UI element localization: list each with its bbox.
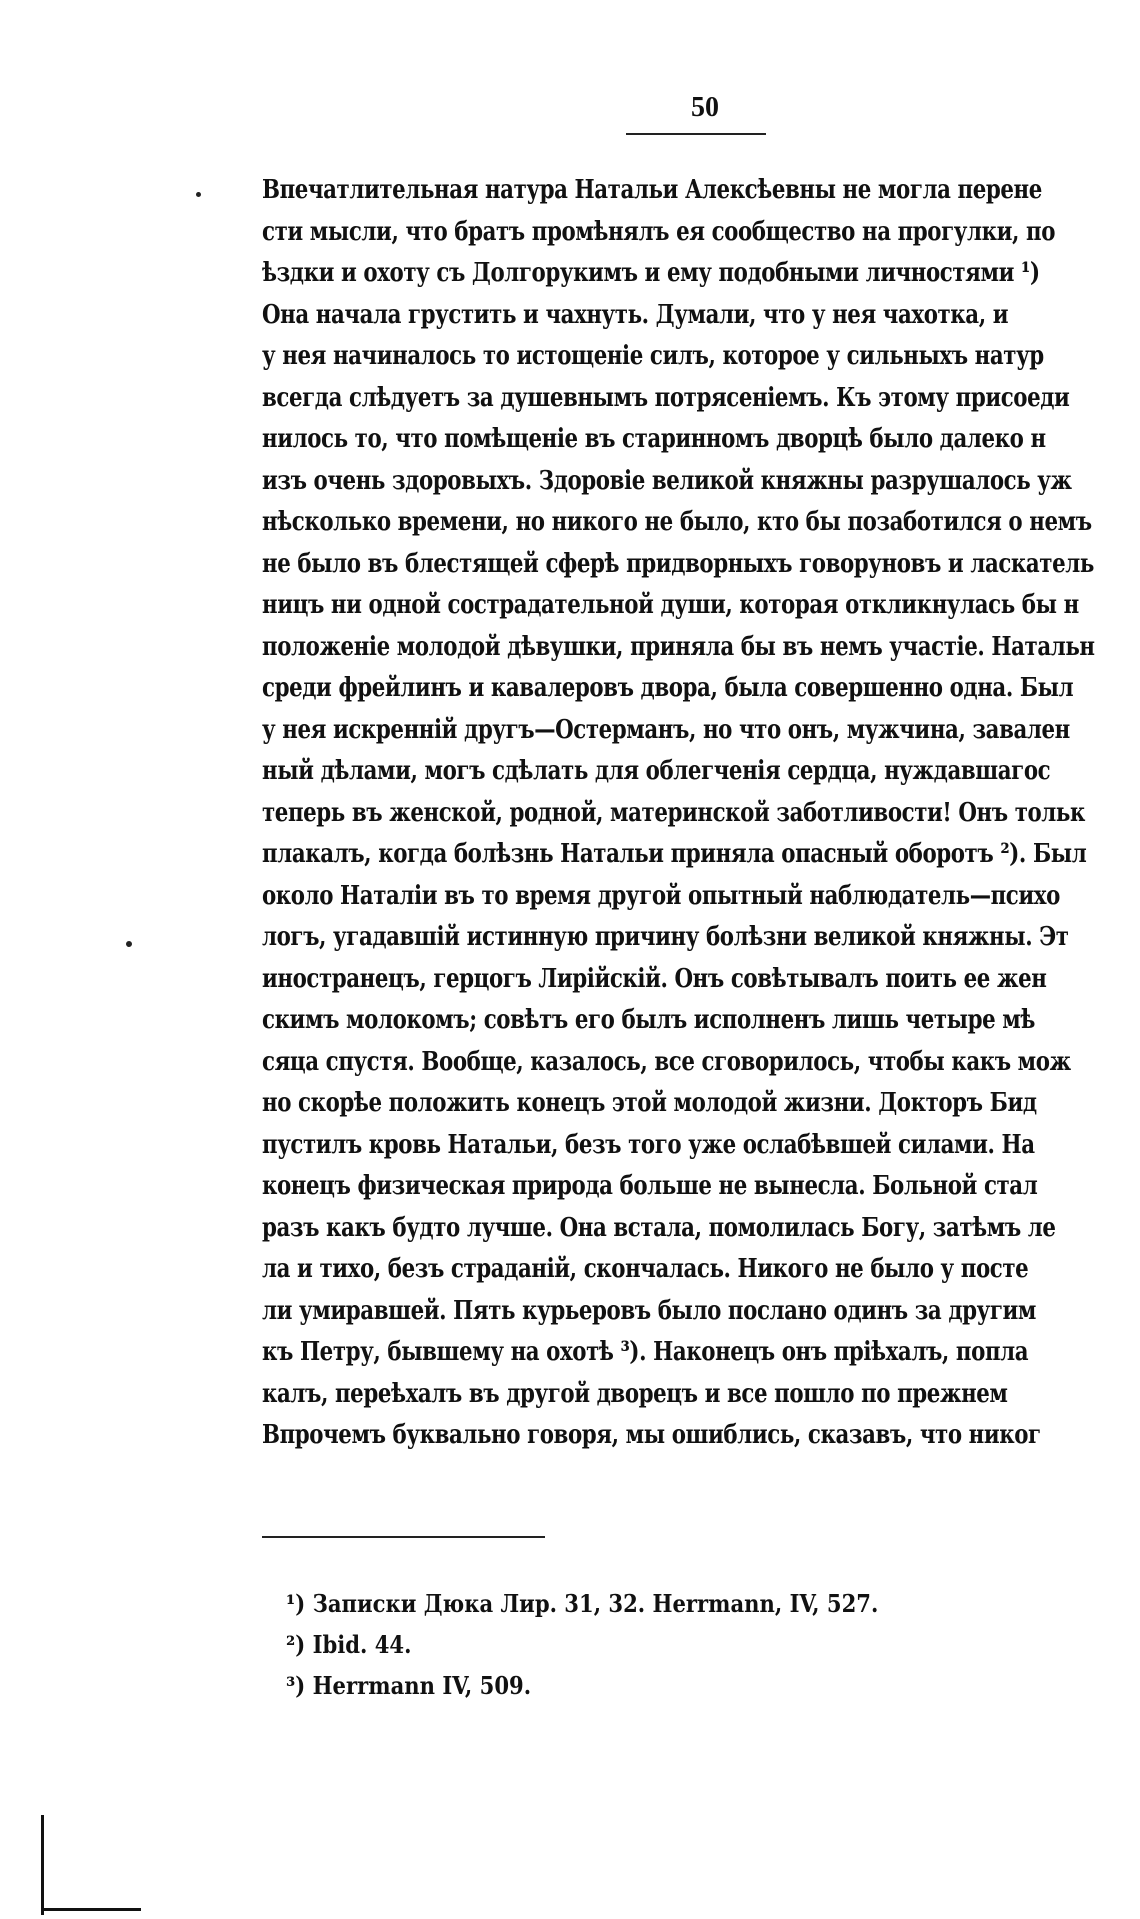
text-line: около Наталіи въ то время другой опытный наблюдатель—психо [262, 880, 1060, 911]
text-line: Впечатлительная натура Натальи Алексѣевны не могла перене [262, 175, 1042, 205]
text-line: иностранецъ, герцогъ Лирійскій. Онъ совѣтывалъ поить ее жен [262, 963, 1047, 994]
text-line: скимъ молокомъ; совѣтъ его былъ исполненъ лишь четыре мѣ [262, 1005, 1035, 1035]
text-line: конецъ физическая природа больше не вынесла. Больной стал [262, 1171, 1038, 1201]
page-number: 50 [691, 92, 719, 123]
text-line: нѣсколько времени, но никого не было, кто бы позаботился о немъ [262, 507, 1092, 537]
scan-speck [126, 941, 132, 947]
text-line: ный дѣлами, могъ сдѣлать для облегченія сердца, нуждавшагос [262, 756, 1051, 786]
text-line: ницъ ни одной сострадательной души, которая откликнулась бы н [262, 590, 1079, 620]
text-line: изъ очень здоровыхъ. Здоровіе великой княжны разрушалось уж [262, 465, 1072, 496]
text-line: плакалъ, когда болѣзнь Натальи приняла опасный оборотъ ²). Был [262, 839, 1087, 869]
text-line: къ Петру, бывшему на охотѣ ³). Наконецъ онъ пріѣхалъ, попла [262, 1337, 1029, 1367]
footnote: ¹) Записки Дюка Лир. 31, 32. Herrmann, IV, 527. [286, 1589, 879, 1618]
footnote: ²) Ibid. 44. [286, 1630, 412, 1659]
page-number-rule [626, 133, 766, 135]
text-line: теперь въ женской, родной, материнской заботливости! Онъ тольк [262, 797, 1085, 828]
text-line: пустилъ кровь Натальи, безъ того уже ослабѣвшей силами. На [262, 1129, 1035, 1160]
text-line: всегда слѣдуетъ за душевнымъ потрясеніемъ. Къ этому присоеди [262, 382, 1070, 413]
scan-speck [196, 192, 201, 197]
text-line: нилось то, что помѣщеніе въ старинномъ дворцѣ было далеко н [262, 424, 1046, 454]
text-line: разъ какъ будто лучше. Она встала, помолилась Богу, затѣмъ ле [262, 1212, 1056, 1243]
footnotes [286, 1583, 959, 1706]
text-line: сяца спустя. Вообще, казалось, все сговорилось, чтобы какъ мож [262, 1046, 1071, 1077]
text-line: среди фрейлинъ и кавалеровъ двора, была совершенно одна. Был [262, 673, 1074, 703]
text-line: у нея начиналось то истощеніе силъ, которое у сильныхъ натур [262, 341, 1044, 371]
scan-corner-mark [41, 1908, 141, 1911]
text-line: положеніе молодой дѣвушки, приняла бы въ немъ участіе. Натальн [262, 631, 1095, 662]
text-line: ли умиравшей. Пять курьеровъ было послано одинъ за другим [262, 1295, 1037, 1326]
text-line: ѣздки и охоту съ Долгорукимъ и ему подобными личностями ¹) [262, 258, 1040, 288]
text-line: но скорѣе положить конецъ этой молодой жизни. Докторъ Бид [262, 1088, 1037, 1118]
text-line: у нея искренній другъ—Остерманъ, но что онъ, мужчина, завален [262, 714, 1070, 745]
text-line: сти мысли, что братъ промѣнялъ ея сообщество на прогулки, по [262, 216, 1056, 247]
text-line: Она начала грустить и чахнуть. Думали, что у нея чахотка, и [262, 299, 1009, 330]
text-line: ла и тихо, безъ страданій, скончалась. Никого не было у посте [262, 1254, 1029, 1284]
footnote: ³) Herrmann IV, 509. [286, 1671, 532, 1700]
text-line: не было въ блестящей сферѣ придворныхъ говоруновъ и ласкатель [262, 548, 1094, 579]
scan-corner-mark [41, 1815, 44, 1915]
body-text [262, 170, 1140, 1457]
text-line: Впрочемъ буквально говоря, мы ошиблись, сказавъ, что никог [262, 1420, 1041, 1450]
footnote-rule [262, 1536, 545, 1538]
text-line: логъ, угадавшій истинную причину болѣзни великой княжны. Эт [262, 922, 1069, 952]
text-line: калъ, переѣхалъ въ другой дворецъ и все пошло по прежнем [262, 1378, 1008, 1409]
